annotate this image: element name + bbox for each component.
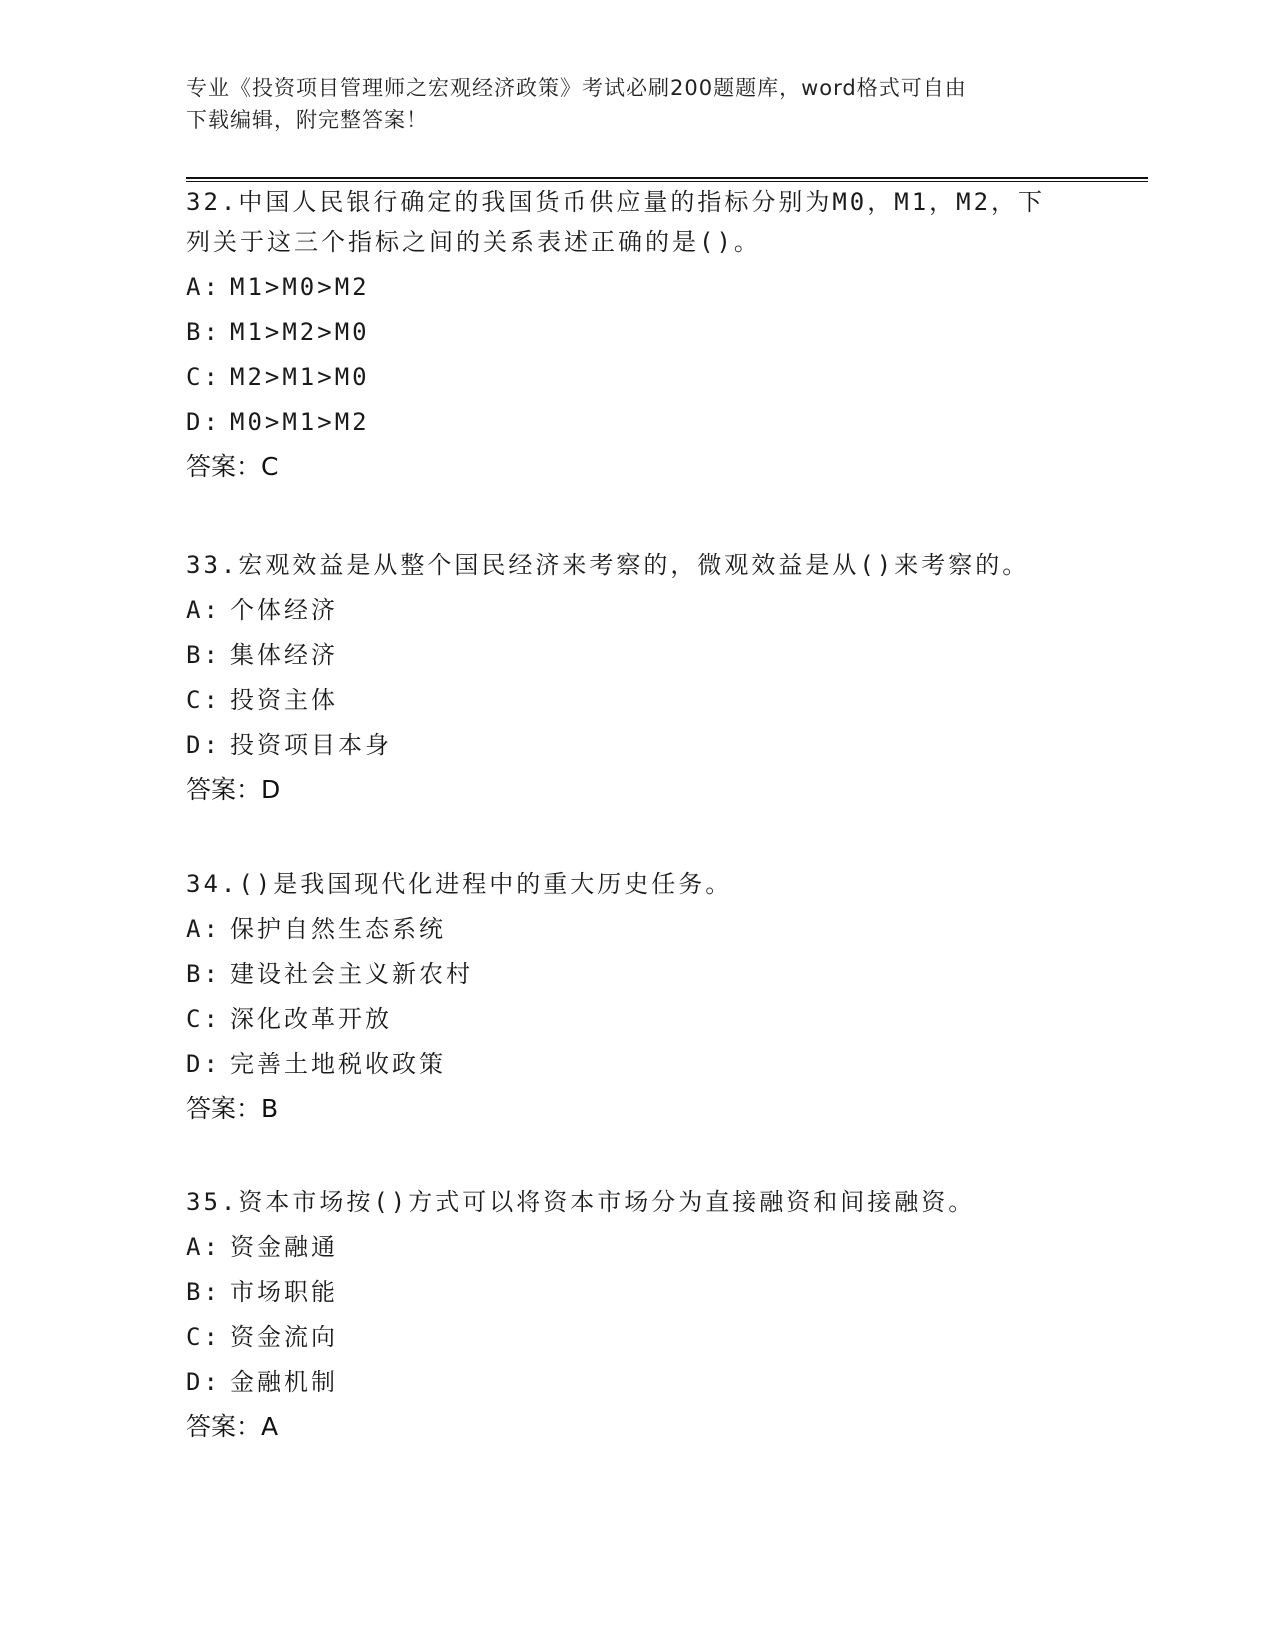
option-letter: B: [186,1278,221,1306]
option-letter: B: [186,318,221,346]
question-text: 34.()是我国现代化进程中的重大历史任务。 [186,870,733,898]
header-line-2: 下载编辑，附完整答案！ [186,108,428,132]
option-text: 投资主体 [230,686,338,714]
option-text: 建设社会主义新农村 [230,960,473,988]
option-text: 深化改革开放 [230,1005,392,1033]
option-text: 资金流向 [230,1323,338,1351]
option-d [186,1042,1086,1087]
answer-label: 答案：D [186,775,281,804]
question-text: 35.资本市场按()方式可以将资本市场分为直接融资和间接融资。 [186,1188,976,1216]
question-32 [186,182,1086,489]
answer-label: 答案：C [186,452,279,481]
option-b [186,633,1086,678]
option-letter: A: [186,1233,221,1261]
option-letter: C: [186,686,221,714]
option-text: 金融机制 [230,1368,338,1396]
question-34 [186,864,1086,1131]
option-letter: B: [186,641,221,669]
option-letter: B: [186,960,221,988]
option-letter: A: [186,273,221,301]
option-a [186,265,1086,310]
option-text: 资金融通 [230,1233,338,1261]
option-letter: C: [186,1323,221,1351]
option-letter: A: [186,915,221,943]
option-text: 个体经济 [230,596,338,624]
option-letter: D: [186,1368,221,1396]
option-letter: A: [186,596,221,624]
option-letter: D: [186,408,221,436]
option-c [186,678,1086,723]
option-d [186,723,1086,768]
option-text: M1>M0>M2 [230,273,370,301]
option-text: M1>M2>M0 [230,318,370,346]
question-text: 32.中国人民银行确定的我国货币供应量的指标分别为M0，M1，M2，下列关于这三个指标之间的关系表述正确的是()。 [186,188,1046,256]
option-text: 集体经济 [230,641,338,669]
question-text: 33.宏观效益是从整个国民经济来考察的，微观效益是从()来考察的。 [186,551,1030,579]
option-text: M2>M1>M0 [230,363,370,391]
option-text: 保护自然生态系统 [230,915,446,943]
document-header [186,72,1066,136]
option-a [186,907,1086,952]
option-c [186,355,1086,400]
option-letter: D: [186,731,221,759]
option-b [186,310,1086,355]
option-letter: C: [186,1005,221,1033]
answer-label: 答案：A [186,1412,279,1441]
option-a [186,1225,1086,1270]
answer-label: 答案：B [186,1094,279,1123]
question-33 [186,545,1086,812]
option-c [186,1315,1086,1360]
option-letter: D: [186,1050,221,1078]
question-35 [186,1182,1086,1449]
option-b [186,1270,1086,1315]
option-b [186,952,1086,997]
option-letter: C: [186,363,221,391]
option-text: M0>M1>M2 [230,408,370,436]
option-a [186,588,1086,633]
option-c [186,997,1086,1042]
option-d [186,1360,1086,1405]
option-text: 市场职能 [230,1278,338,1306]
option-text: 完善土地税收政策 [230,1050,446,1078]
option-d [186,400,1086,445]
option-text: 投资项目本身 [230,731,392,759]
header-line-1: 专业《投资项目管理师之宏观经济政策》考试必刷200题题库，word格式可自由 [186,76,967,100]
